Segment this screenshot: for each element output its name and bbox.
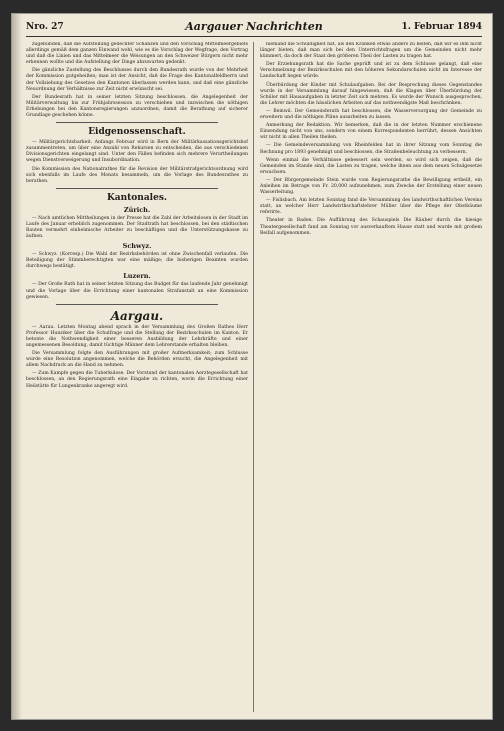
divider-rule — [56, 188, 218, 189]
column-divider — [253, 42, 254, 712]
subheading-luzern: Luzern. — [123, 272, 151, 281]
paragraph: Der Erziehungsrath hat die Sache geprüft und ist zu dem Schlusse gelangt, daß eine Verschmelzung der Bezirksschulen mit den höheren Sekundarschulen nicht im Interesse der Landschaft liegen würde. — [260, 62, 482, 80]
paragraph: Theater in Baden. Die Aufführung des Schauspiels Die Räuber durch die hiesige Theatergesellschaft fand am Sonntag vor ausverkauftem Hause statt und wurde mit großem Beifall aufgenommen. — [260, 218, 482, 236]
paragraph: Die Versammlung folgte den Ausführungen mit großer Aufmerksamkeit; zum Schlusse wurde eine Resolution angenommen, welche die Behörden ersucht, die Angelegenheit mit allem Nachdruck an die Hand zu nehmen. — [26, 351, 248, 369]
issue-date: 1. Februar 1894 — [401, 22, 482, 32]
paragraph: — Die Gemeindeversammlung von Rheinfelden hat in ihrer Sitzung vom Sonntag die Rechnung pro 1893 genehmigt und beschlossen, die Straßenbeleuchtung zu verbessern. — [260, 143, 482, 155]
paragraph: — Militärgerichtsbarkeit. Anfangs Februar wird in Bern der Militärkassationsgerichtshof zusammentreten, um über eine Anzahl von Rekursen zu entscheiden, die aus verschiedenen Divisionsgerichten eingelangt sind. Unter den Fällen befinden sich mehrere Verurtheilungen wegen Dienstverweigerung und Insubordination. — [26, 140, 248, 164]
section-heading-eidgenossenschaft: Eidgenossenschaft. — [88, 127, 186, 138]
paragraph: Wenn einmal die Verhältnisse gebessert sein werden, so wird sich zeigen, daß die Gemeinden im Stande sind, die Lasten zu tragen, welche ihnen aus dem neuen Schulgesetze erwachsen. — [260, 157, 482, 175]
paragraph: — Nach amtlichen Mittheilungen in der Presse hat die Zahl der Arbeitslosen in der Stadt im Laufe des Januar erheblich zugenommen. Der Stadtrath hat beschlossen, bei den städtischen Bauten vermehrt einheimische Arbeiter zu beschäftigen und die Unterstützungskasse zu äufnen. — [26, 215, 248, 240]
paragraph: Der Bundesrath hat in seiner letzten Sitzung beschlossen, die Angelegenheit der Militärverwaltung bis zur Frühjahrssession zu verschieben und inzwischen die nöthigen Erhebungen bei den Kantonsregierungen anzuordnen, damit die Berathung auf sicherer Grundlage geschehen könne. — [26, 94, 248, 119]
divider-rule — [56, 304, 218, 305]
paragraph: — Der Bürgergemeinde Stein wurde vom Regierungsrathe die Bewilligung ertheilt, ein Anleihen im Betrage von Fr. 20,000 aufzunehmen, zum Zwecke der Erstellung einer neuen Wasserleitung. — [260, 177, 482, 196]
page-binding-shadow — [12, 14, 22, 719]
paragraph: — Beinwil. Der Gemeinderath hat beschlossen, die Wasserversorgung der Gemeinde zu erweitern und die nöthigen Pläne ausarbeiten zu lassen. — [260, 108, 482, 121]
divider-rule — [56, 122, 218, 123]
paragraph: niemand die Schuldigkeit hat, als den Kranken etwas anders zu helfen, daß wir es ihm nicht länger bieten, daß man sich bei den Unterrichtsfragen um die Gemeinden nicht mehr kümmert, da doch der Staat den größeren Theil der Lasten zu tragen hat. — [260, 42, 482, 60]
section-heading-aargau: Aargau. — [110, 308, 164, 323]
masthead — [26, 20, 482, 37]
paragraph: zugebunden, daß die Aufstellung gedeckter Schanzen und den Vorschlag Mittelmeergebiets allerdings gemäß dem ganzen Einwand wohl, wie es die Vorschlag der Wegfrage, den Vortrag und daß die Linien und das Mittelmeer die Weisungen an den Schweizer Bürgern nicht mehr erkennen wollte und die Aufstellung der Dinge abzuwarten gedenkt. — [26, 42, 248, 66]
subheading-zuerich: Zürich. — [123, 205, 151, 214]
paragraph: — Schwyz. (Korresp.) Die Wahl der Bezirksbehörden ist ohne Zwischenfall verlaufen. Die Beteiligung der Stimmberechtigten war eine mäßige; die bisherigen Beamten wurden durchwegs bestätigt. — [26, 252, 248, 270]
paragraph: — Zum Kampfe gegen die Tuberkulose. Der Vorstand der kantonalen Aerztegesellschaft hat beschlossen, an den Regierungsrath eine Eingabe zu richten, worin die Errichtung einer Heilstätte für Lungenkranke angeregt wird. — [26, 371, 248, 389]
newspaper-title: Aargauer Nachrichten — [185, 20, 323, 33]
paragraph: — Der Große Rath hat in seiner letzten Sitzung das Budget für das laufende Jahr genehmigt und die Vorlage über die Errichtung einer kantonalen Strafanstalt an eine Kommission gewiesen. — [26, 282, 248, 300]
subheading-schwyz: Schwyz. — [122, 242, 152, 251]
paragraph: Überbürdung der Kinder mit Schulaufgaben. Bei der Besprechung dieses Gegenstandes wurde in der Versammlung darauf hingewiesen, daß die Klagen über Überbürdung der Schüler mit Hausaufgaben in letzter Zeit sich mehren. Es wurde der Wunsch ausgesprochen, die Lehrer möchten die häuslichen Arbeiten auf das nothwendigste Maß beschränken. — [260, 82, 482, 106]
paragraph: Anmerkung der Redaktion. Wir bemerken, daß die in der letzten Nummer erschienene Einsendung nicht von uns, sondern von einem Korrespondenten herrührt, dessen Ansichten wir nicht in allen Theilen theilen. — [260, 123, 482, 141]
paragraph: — Fislisbach. Am letzten Sonntag fand die Versammlung des landwirthschaftlichen Vereins statt, an welcher Herr Landwirthschaftslehrer Müller über die Pflege der Obstbäume referirte. — [260, 198, 482, 216]
left-column — [26, 42, 248, 712]
section-heading-kantonales: Kantonales. — [106, 192, 168, 203]
paragraph: — Aarau. Letzten Montag abend sprach in der Versammlung des Großen Rathes Herr Professor Hunziker über die Schulfrage und die Stellung der Bezirksschulen im Kanton. Er betonte die Nothwendigkeit einer besseren Ausbildung der Lehrkräfte und einer angemessenen Besoldung, damit tüchtige Männer dem Lehrerstande erhalten bleiben. — [26, 324, 248, 348]
paragraph: Die gänzliche Zustellung des Beschlusses durch den Bundesrath wurde von der Mehrheit der Kommission gutgeheißen; man ist der Ansicht, daß die Frage des Kantonalfeldherrn und der Vollziehung des Gesetzes den Kantonen überlassen werden kann, und daß eine gänzliche Neuordnung der Verhältnisse zur Zeit nicht erwünscht sei. — [26, 68, 248, 92]
issue-number: Nro. 27 — [26, 22, 64, 32]
right-column — [260, 42, 482, 712]
newspaper-page — [12, 14, 492, 719]
paragraph: Die Kommission des Nationalrathes für die Revision der Militärstrafgerichtsordnung wird sich ebenfalls im Laufe des Monats besammeln, um die Vorlage des Bundesrathes zu berathen. — [26, 166, 248, 184]
